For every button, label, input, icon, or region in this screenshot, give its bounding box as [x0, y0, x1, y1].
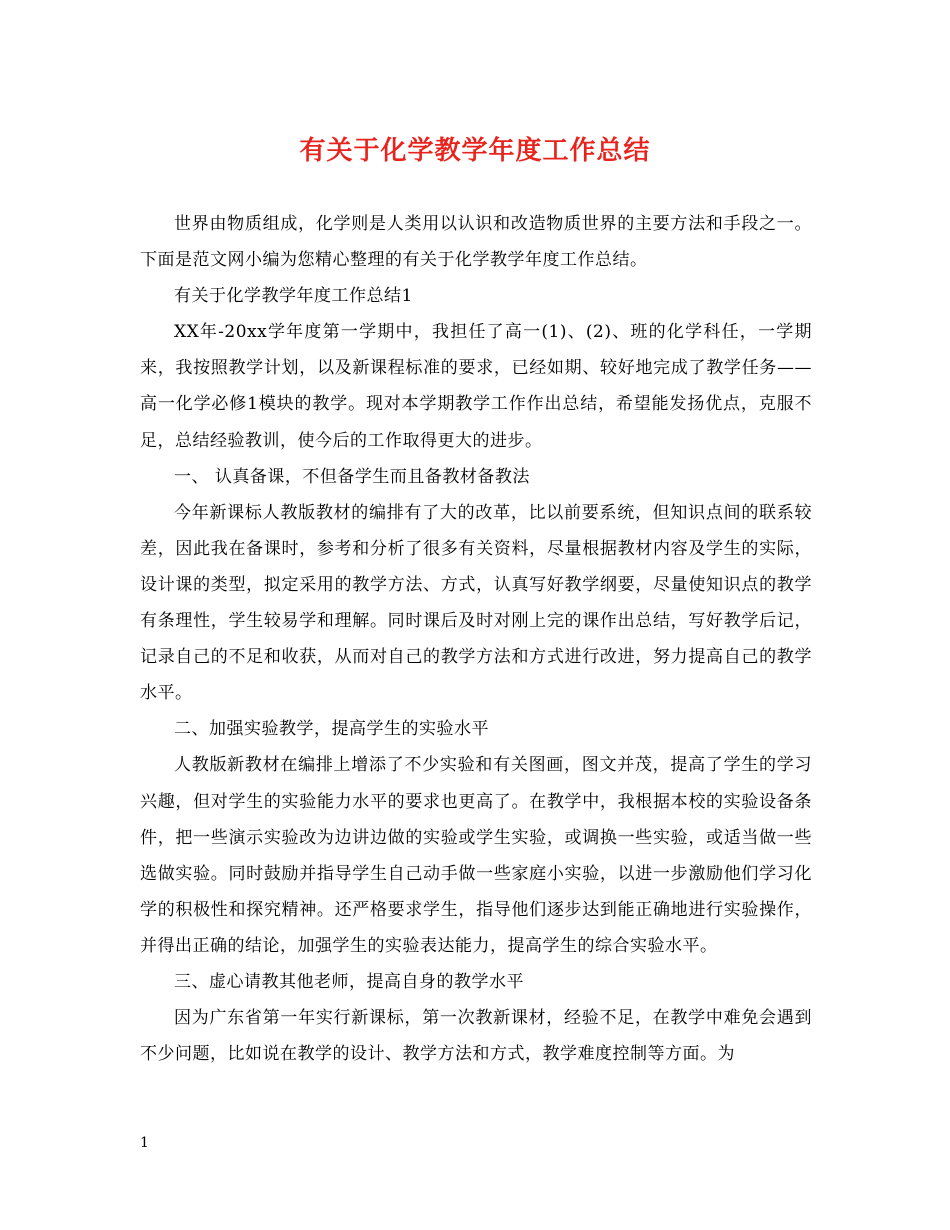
section-heading-1: 一、 认真备课，不但备学生而且备教材备教法 — [174, 466, 530, 487]
paragraph-lesson-prep: 今年新课标人教版教材的编排有了大的改革，比以前要系统，但知识点间的联系较差，因此我在备课时，参考和分析了很多有关资料，尽量根据教材内容及学生的实际，设计课的类型，拟定采用的教学方法、方式，认真写好教学纲要，尽量使知识点的教学有条理性，学生较易学和理解。同时课后及时对刚上完的课作出总结，写好教学后记，记录自己的不足和收获，从而对自己的教学方法和方式进行改进，努力提高自己的教学水平。 — [140, 502, 812, 704]
paragraph-intro: 世界由物质组成，化学则是人类用以认识和改造物质世界的主要方法和手段之一。下面是范文网小编为您精心整理的有关于化学教学年度工作总结。 — [140, 214, 812, 271]
section-heading-2: 二、加强实验教学，提高学生的实验水平 — [174, 719, 489, 740]
document-title: 有关于化学教学年度工作总结 — [299, 136, 651, 166]
paragraph-overview: XX年-20xx学年度第一学期中，我担任了高一(1)、(2)、班的化学科任，一学期来，我按照教学计划，以及新课程标准的要求，已经如期、较好地完成了教学任务——高一化学必修1模块的教学。现对本学期教学工作作出总结，希望能发扬优点，克服不足，总结经验教训，使今后的工作取得更大的进步。 — [140, 322, 812, 451]
document-body — [140, 206, 812, 1072]
page-number: 1 — [140, 1135, 149, 1151]
section-heading-3: 三、虚心请教其他老师，提高自身的教学水平 — [174, 971, 524, 992]
paragraph-experiments: 人教版新教材在编排上增添了不少实验和有关图画，图文并茂，提高了学生的学习兴趣，但对学生的实验能力水平的要求也更高了。在教学中，我根据本校的实验设备条件，把一些演示实验改为边讲边做的实验或学生实验，或调换一些实验，或适当做一些选做实验。同时鼓励并指导学生自己动手做一些家庭小实验，以进一步激励他们学习化学的积极性和探究精神。还严格要求学生，指导他们逐步达到能正确地进行实验操作，并得出正确的结论，加强学生的实验表达能力，提高学生的综合实验水平。 — [140, 755, 812, 956]
section-heading-summary-1: 有关于化学教学年度工作总结1 — [174, 286, 413, 307]
paragraph-consult-teachers: 因为广东省第一年实行新课标，第一次教新课材，经验不足，在教学中难免会遇到不少问题，比如说在教学的设计、教学方法和方式，教学难度控制等方面。为 — [140, 1008, 812, 1065]
